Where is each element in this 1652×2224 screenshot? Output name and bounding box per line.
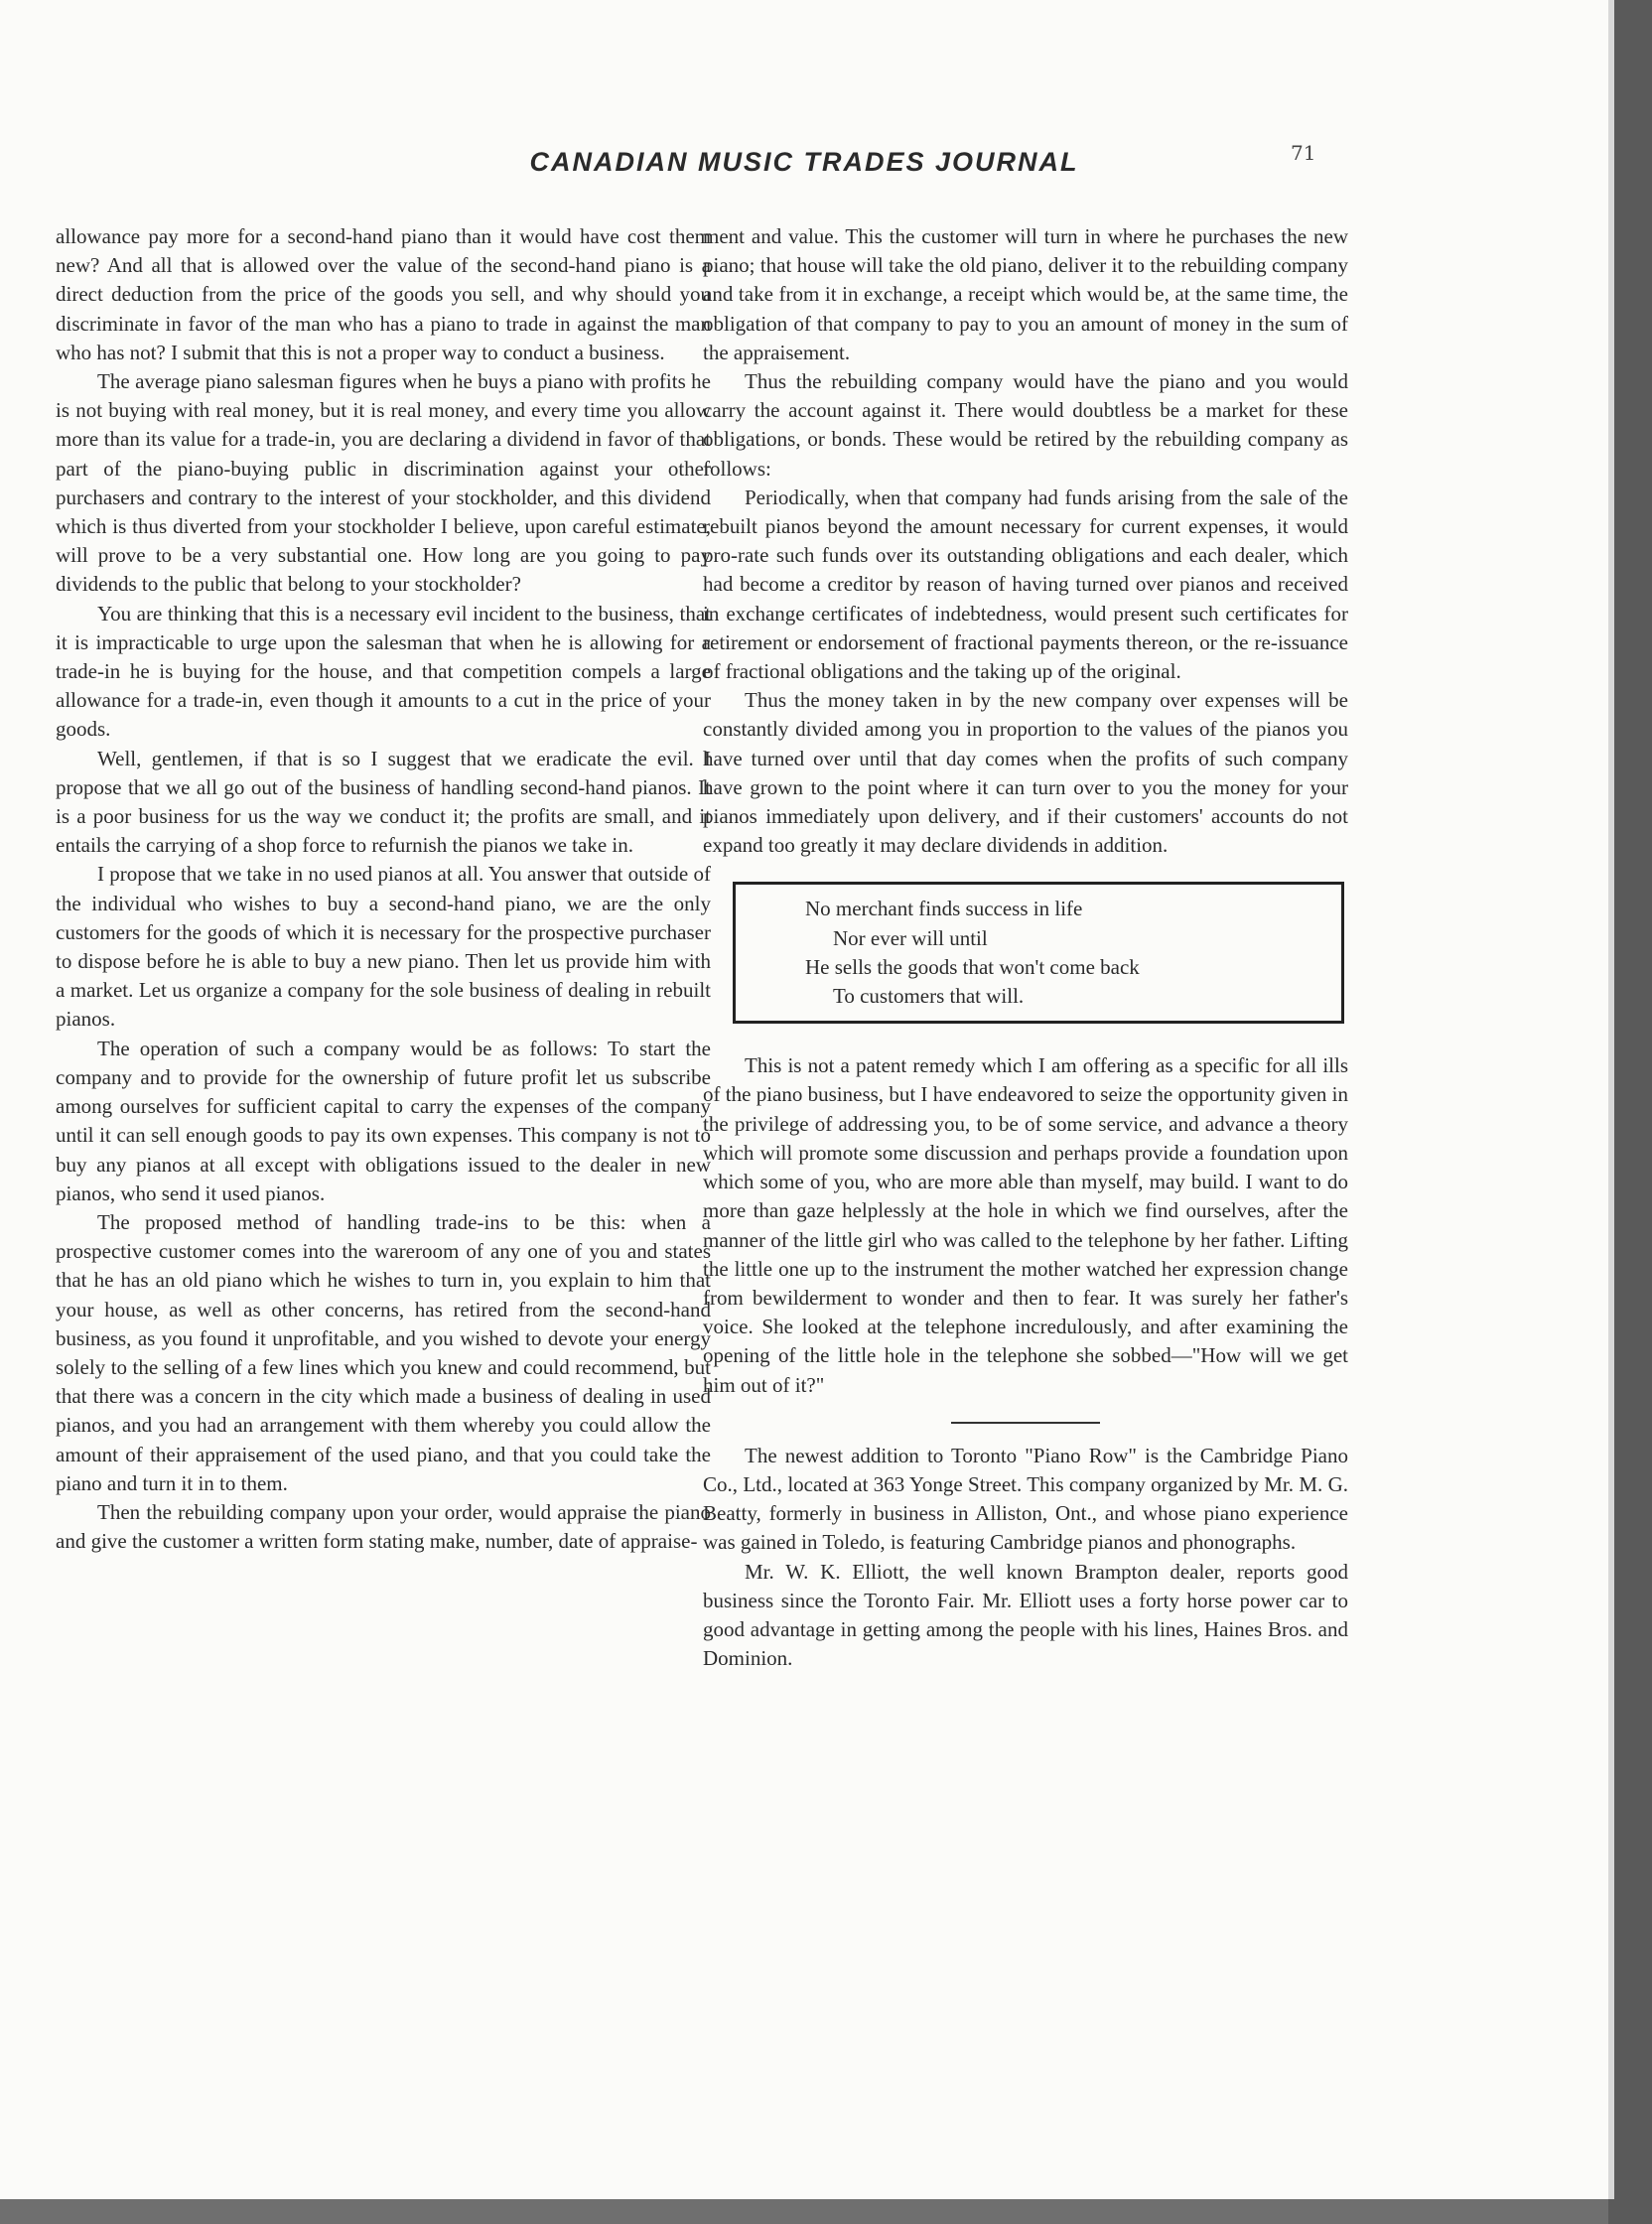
paragraph: This is not a patent remedy which I am offering as a specific for all ills of the piano business, but I have endeavored to seize the opportunity given in the privilege of addressing you, to be of some service, and advance a theory which will promote some discussion and perhaps provide a foundation upon which some of you, who are more able than myself, may build. I want to do more than gaze helplessly at the hole in which we find ourselves, after the manner of the little girl who was called to the telephone by her father. Lifting the little one up to the instrument the mother watched her expression change from bewilderment to wonder and then to fear. It was surely her father's voice. She looked at the telephone incredulously, and after examining the opening of the little hole in the telephone she sobbed—"How will we get him out of it?"	[703, 1053, 1348, 1397]
verse-line: To customers that will.	[833, 984, 1025, 1009]
paragraph: Well, gentlemen, if that is so I suggest that we eradicate the evil. I propose that we all go out of the business of handling second-hand pianos. It is a poor business for us the way we conduct it; the profits are small, and it entails the carrying of a shop force to refurnish the pianos we take in.	[56, 746, 711, 858]
paragraph: ment and value. This the customer will turn in where he purchases the new piano; that house will take the old piano, deliver it to the rebuilding company and take from it in exchange, a receipt which would be, at the same time, the obligation of that company to pay to you an amount of money in the sum of the appraisement.	[703, 224, 1348, 364]
paragraph: Then the rebuilding company upon your order, would appraise the piano and give the customer a written form stating make, number, date of appraise-	[56, 1499, 711, 1554]
paragraph: allowance pay more for a second-hand piano than it would have cost them new? And all that is allowed over the value of the second-hand piano is a direct deduction from the price of the goods you sell, and why should you discriminate in favor of the man who has a piano to trade in against the man who has not? I submit that this is not a proper way to conduct a business.	[56, 224, 711, 364]
left-column	[56, 222, 711, 1556]
verse-line: Nor ever will until	[833, 925, 988, 950]
paragraph: The operation of such a company would be as follows: To start the company and to provide for the ownership of future profit let us subscribe among ourselves for sufficient capital to carry the expenses of the company until it can sell enough goods to pay its own expenses. This company is not to buy any pianos at all except with obligations issued to the dealer in new pianos, who send it used pianos.	[56, 1036, 711, 1205]
paragraph: I propose that we take in no used pianos at all. You answer that outside of the individual who wishes to buy a second-hand piano, we are the only customers for the goods of which it is necessary for the prospective purchaser to dispose before he is able to buy a new piano. Then let us provide him with a market. Let us organize a company for the sole business of dealing in rebuilt pianos.	[56, 862, 711, 1032]
scan-right-edge	[1608, 0, 1652, 2224]
section-divider	[951, 1422, 1100, 1424]
news-item: Mr. W. K. Elliott, the well known Brampton dealer, reports good business since the Toronto Fair. Mr. Elliott uses a forty horse power car to good advantage in getting among the people with his lines, Haines Bros. and Dominion.	[703, 1559, 1348, 1671]
right-column	[703, 222, 1348, 1673]
paragraph: Thus the money taken in by the new company over expenses will be constantly divided among you in proportion to the values of the pianos you have turned over until that day comes when the profits of such company have grown to the point where it can turn over to you the money for your pianos immediately upon delivery, and if their customers' accounts do not expand too greatly it may declare dividends in addition.	[703, 688, 1348, 858]
verse-line: No merchant finds success in life	[805, 897, 1083, 921]
paragraph: Periodically, when that company had funds arising from the sale of the rebuilt pianos beyond the amount necessary for current expenses, it would pro-rate such funds over its outstanding obligations and each dealer, which had become a creditor by reason of having turned over pianos and received in exchange certificates of indebtedness, would present such certificates for retirement or endorsement of fractional payments thereon, or the re-issuance of fractional obligations and the taking up of the original.	[703, 485, 1348, 684]
verse-line: He sells the goods that won't come back	[805, 954, 1140, 979]
paragraph: The proposed method of handling trade-ins to be this: when a prospective customer comes into the wareroom of any one of you and states that he has an old piano which he wishes to turn in, you explain to him that your house, as well as other concerns, has retired from the second-hand business, as you found it unprofitable, and you wished to devote your energy solely to the selling of a few lines which you knew and could recommend, but that there was a concern in the city which made a business of dealing in used pianos, and you had an arrangement with them whereby you could allow the amount of their appraisement of the used piano, and that you could take the piano and turn it in to them.	[56, 1209, 711, 1495]
news-item: The newest addition to Toronto "Piano Row" is the Cambridge Piano Co., Ltd., located at 363 Yonge Street. This company organized by Mr. M. G. Beatty, formerly in business in Alliston, Ont., and whose piano experience was gained in Toledo, is featuring Cambridge pianos and phonographs.	[703, 1443, 1348, 1555]
page-number: 71	[1291, 141, 1316, 165]
paragraph: Thus the rebuilding company would have the piano and you would carry the account against it. There would doubtless be a market for these obligations, or bonds. These would be retired by the rebuilding company as follows:	[703, 369, 1348, 481]
paragraph: You are thinking that this is a necessary evil incident to the business, that it is impracticable to urge upon the salesman that when he is allowing for a trade-in he is buying for the house, and that competition compels a large allowance for a trade-in, even though it amounts to a cut in the price of your goods.	[56, 601, 711, 742]
verse-box	[733, 882, 1344, 1024]
journal-title: CANADIAN MUSIC TRADES JOURNAL	[529, 147, 1079, 177]
paragraph: The average piano salesman figures when he buys a piano with profits he is not buying with real money, but it is real money, and every time you allow more than its value for a trade-in, you are declaring a dividend in favor of that part of the piano-buying public in discrimination against your other purchasers and contrary to the interest of your stockholder, and this dividend which is thus diverted from your stockholder I believe, upon careful estimate, will prove to be a very substantial one. How long are you going to pay dividends to the public that belong to your stockholder?	[56, 369, 711, 597]
